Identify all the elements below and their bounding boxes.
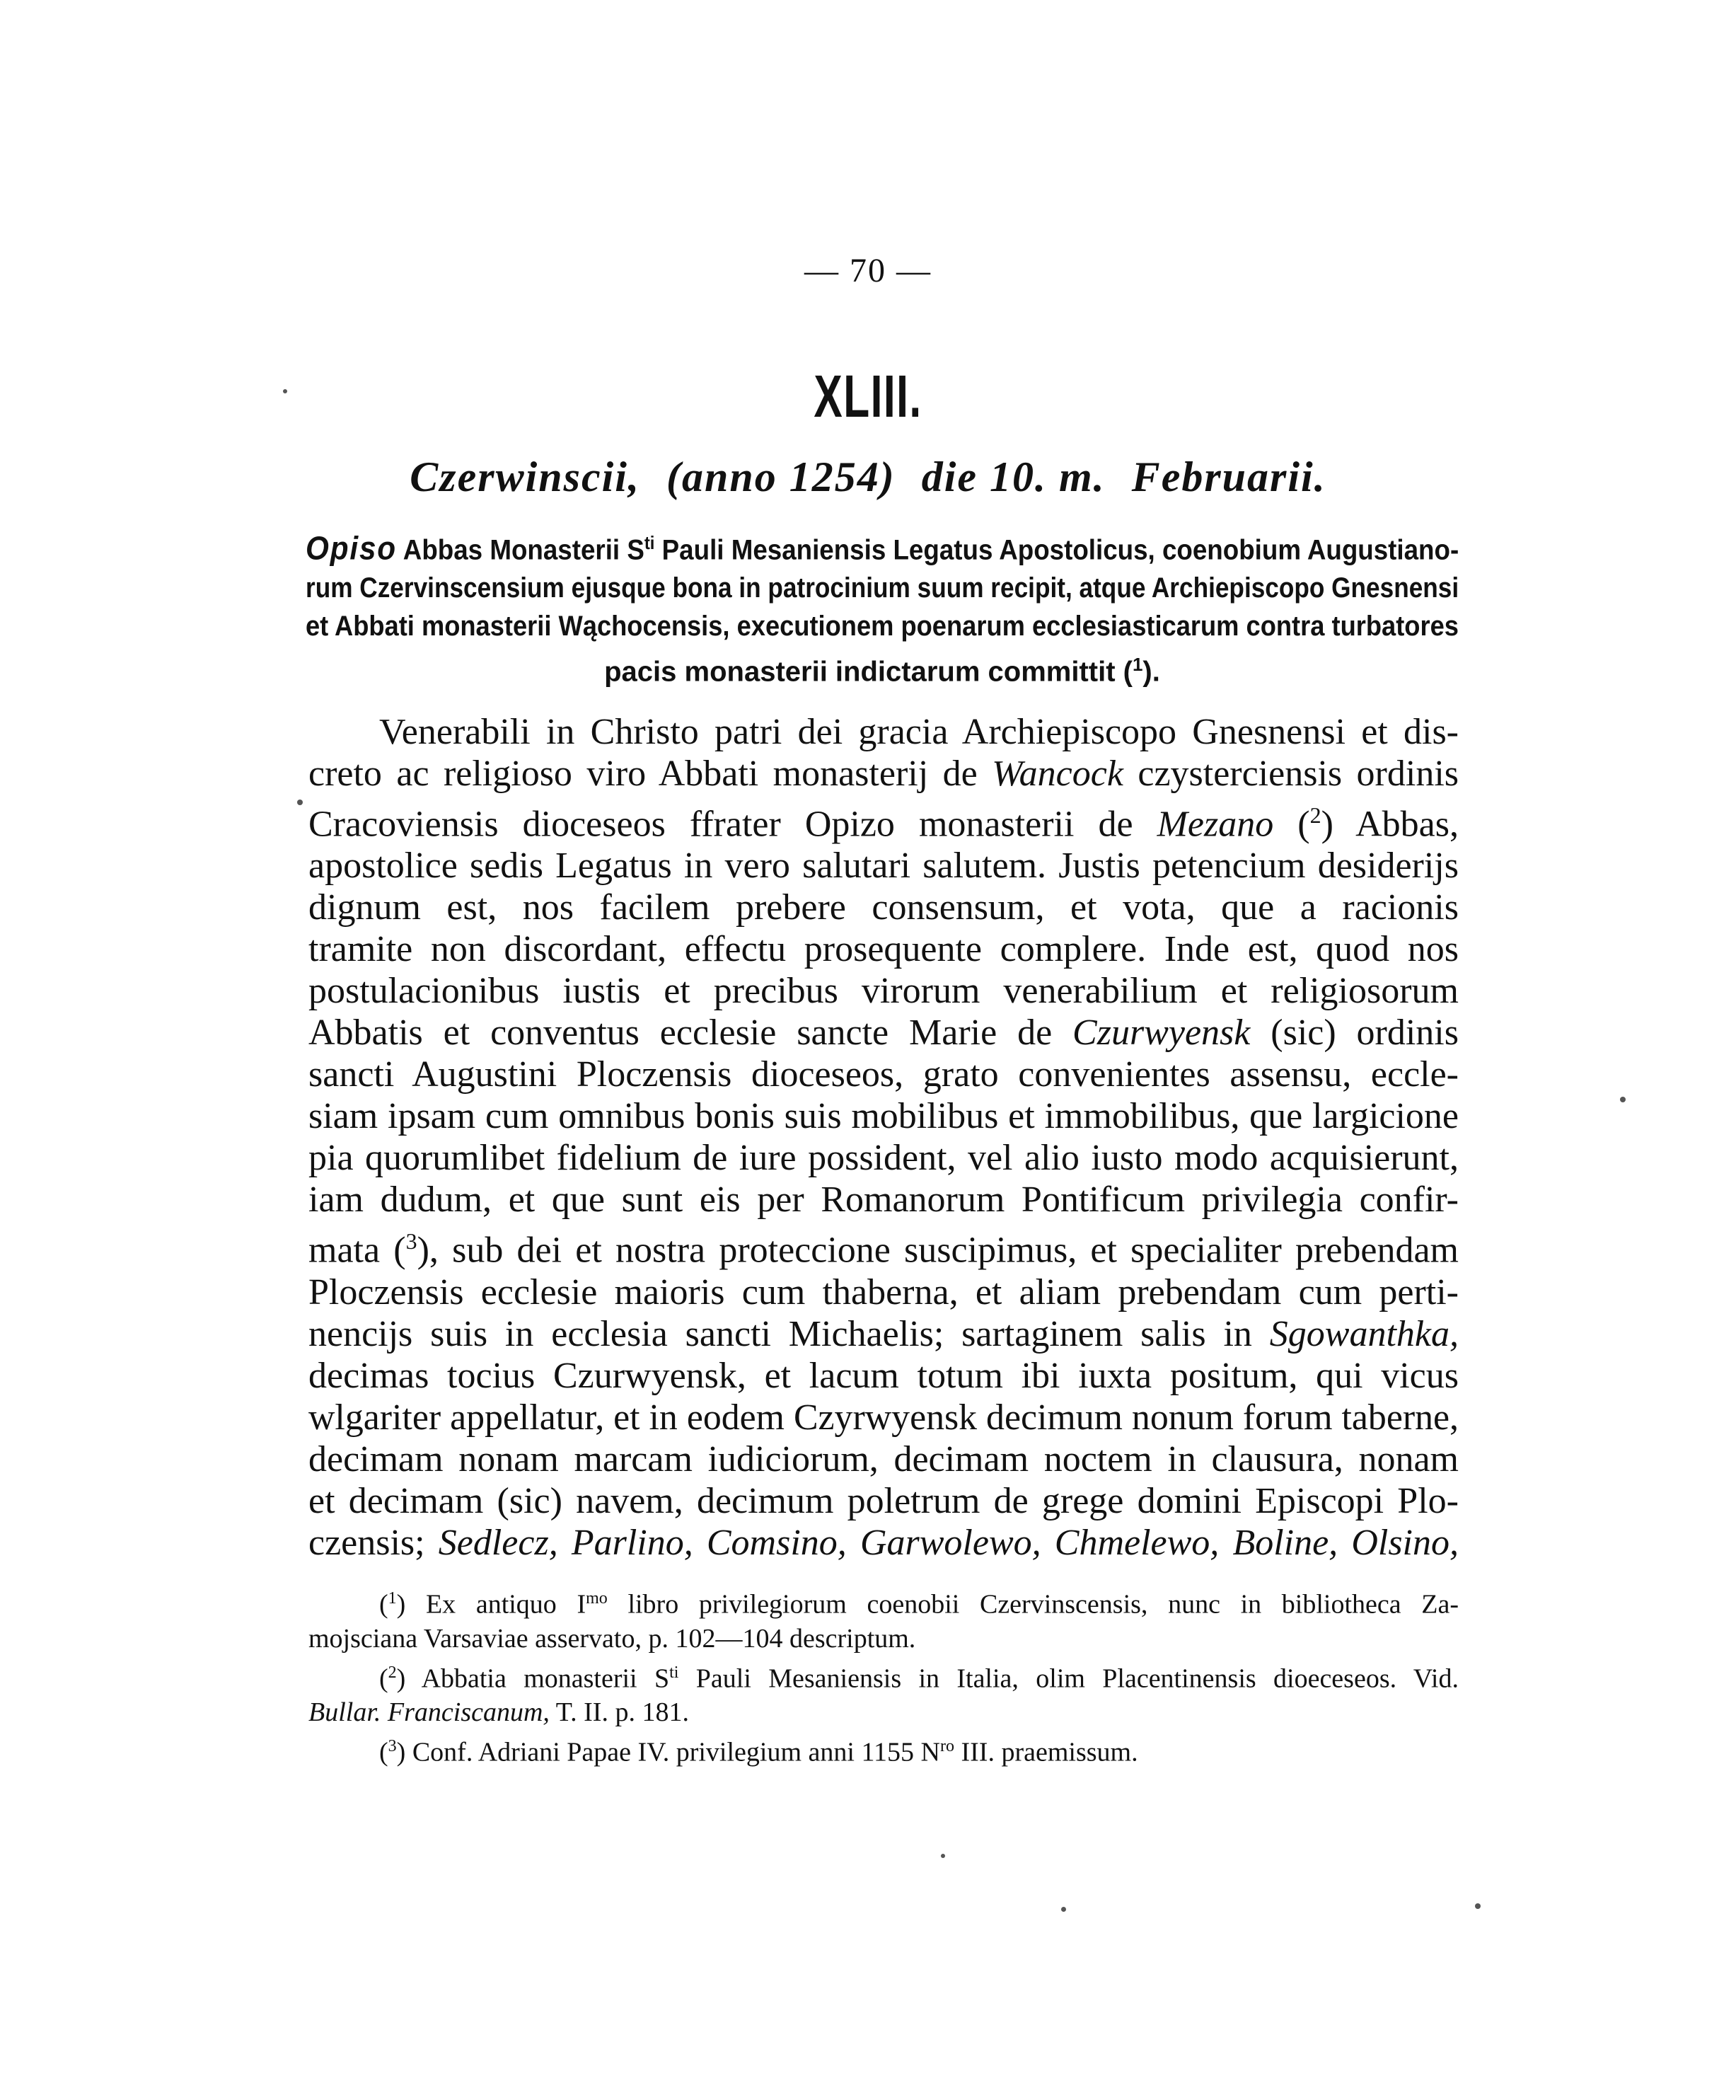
body-line: et decimam (sic) navem, decimum poletrum de grege domini Episcopi Plo- xyxy=(308,1480,1459,1521)
document-number: XLIII. xyxy=(814,363,922,429)
regest-line: Opiso Abbas Monasterii $S^{ti}$ Pauli Mesaniensis Legatus Apostolicus, coenobium Augustiano- xyxy=(306,529,1459,567)
page-number: — 70 — xyxy=(804,252,932,289)
place-names: Sedlecz, Parlino, Comsino, Garwolewo, Chmelewo, Boline, Olsino, xyxy=(438,1522,1459,1563)
place-name: Mezano xyxy=(1157,804,1274,845)
body-line: postulacionibus iustis et precibus virorum venerabilium et religiosorum xyxy=(308,971,1459,1012)
body-line: creto ac religioso viro Abbati monasterij de Wancock czysterciensis ordinis xyxy=(308,754,1459,794)
body-line: iam dudum, et que sunt eis per Romanorum Pontificum privilegia confir- xyxy=(308,1179,1459,1221)
regest-line: pacis monasterii indictarum committit ($^1$). xyxy=(604,654,1160,688)
dateline xyxy=(0,453,1736,502)
place-name: Czurwyensk xyxy=(1072,1012,1251,1054)
footnote-2: ($^2$) Abbatia monasterii $S^{ti}$ Pauli Mesaniensis in Italia, olim Placentinensis dioeceseos. Vid. xyxy=(379,1663,1459,1694)
body-line: dignum est, nos facilem prebere consensum, et vota, que a racionis xyxy=(308,887,1459,928)
footnotes xyxy=(308,1581,1459,1770)
footnote-1-cont: mojsciana Varsaviae asservato, p. 102—104 descriptum. xyxy=(308,1623,916,1654)
regest-line: rum Czervinscensium ejusque bona in patrocinium suum recipit, atque Archiepiscopo Gnesnensi xyxy=(306,572,1459,604)
footnote-1: ($^1$) Ex antiquo $I^{mo}$ libro privilegiorum coenobii Czervinscensis, nunc in bibliotheca Za- xyxy=(379,1589,1459,1620)
footnote-ref: 2 xyxy=(1309,802,1321,828)
regest-line: et Abbati monasterii Wąchocensis, executionem poenarum ecclesiasticarum contra turbatores xyxy=(306,611,1459,642)
body-line: mata ($^3$), sub dei et nostra proteccione suscipimus, et specialiter prebendam xyxy=(308,1228,1459,1271)
dateline-place: Czerwinscii, xyxy=(410,454,640,500)
body-line: sancti Augustini Ploczensis dioceseos, grato convenientes assensu, eccle- xyxy=(308,1054,1459,1095)
body-line: tramite non discordant, effectu prosequente complere. Inde est, quod nos xyxy=(308,929,1459,970)
place-name: Sgowanthka, xyxy=(1269,1313,1459,1354)
scan-speck xyxy=(283,389,287,393)
document-body xyxy=(308,711,1459,1564)
dateline-month: Februarii. xyxy=(1131,454,1326,500)
scan-speck xyxy=(1061,1907,1066,1912)
body-line: Cracoviensis dioceseos ffrater Opizo monasterii de Mezano ($^2$) Abbas, xyxy=(308,802,1459,845)
scan-speck xyxy=(1475,1903,1481,1909)
body-line: nencijs suis in ecclesia sancti Michaelis; sartaginem salis in Sgowanthka, xyxy=(308,1313,1459,1354)
body-line: decimam nonam marcam iudiciorum, decimam noctem in clausura, nonam xyxy=(308,1438,1459,1479)
body-line: pia quorumlibet fidelium de iure possident, vel alio iusto modo acquisierunt, xyxy=(308,1138,1459,1179)
body-line: apostolice sedis Legatus in vero salutari salutem. Justis petencium desiderijs xyxy=(308,846,1459,887)
body-line: Venerabili in Christo patri dei gracia Archiepiscopo Gnesnensi et dis- xyxy=(379,712,1459,752)
body-line: wlgariter appellatur, et in eodem Czyrwyensk decimum nonum forum taberne, xyxy=(308,1397,1459,1438)
regest-summary xyxy=(306,524,1459,691)
body-line: Ploczensis ecclesie maioris cum thaberna, et aliam prebendam cum perti- xyxy=(308,1271,1459,1312)
footnote-3: ($^3$) Conf. Adriani Papae IV. privilegium anni 1155 $N^{ro}$ III. praemissum. xyxy=(379,1737,1138,1767)
scan-speck xyxy=(941,1854,945,1858)
dateline-day: die 10. m. xyxy=(921,454,1106,500)
footnote-2-cont: Bullar. Franciscanum, T. II. p. 181. xyxy=(308,1697,689,1728)
body-line: Abbatis et conventus ecclesie sancte Marie de Czurwyensk (sic) ordinis xyxy=(308,1012,1459,1054)
scan-speck xyxy=(297,800,303,805)
body-line: czensis; Sedlecz, Parlino, Comsino, Garwolewo, Chmelewo, Boline, Olsino, xyxy=(308,1522,1459,1563)
dateline-year: (anno 1254) xyxy=(666,454,896,500)
regest-lead: Opiso xyxy=(306,529,397,567)
place-name: Wancock xyxy=(992,754,1123,794)
footnote-ref: 3 xyxy=(405,1228,417,1254)
scan-speck xyxy=(1620,1097,1626,1102)
body-line: decimas tocius Czurwyensk, et lacum totum ibi iuxta positum, qui vicus xyxy=(308,1355,1459,1396)
body-line: siam ipsam cum omnibus bonis suis mobilibus et immobilibus, que largicione xyxy=(308,1096,1459,1137)
